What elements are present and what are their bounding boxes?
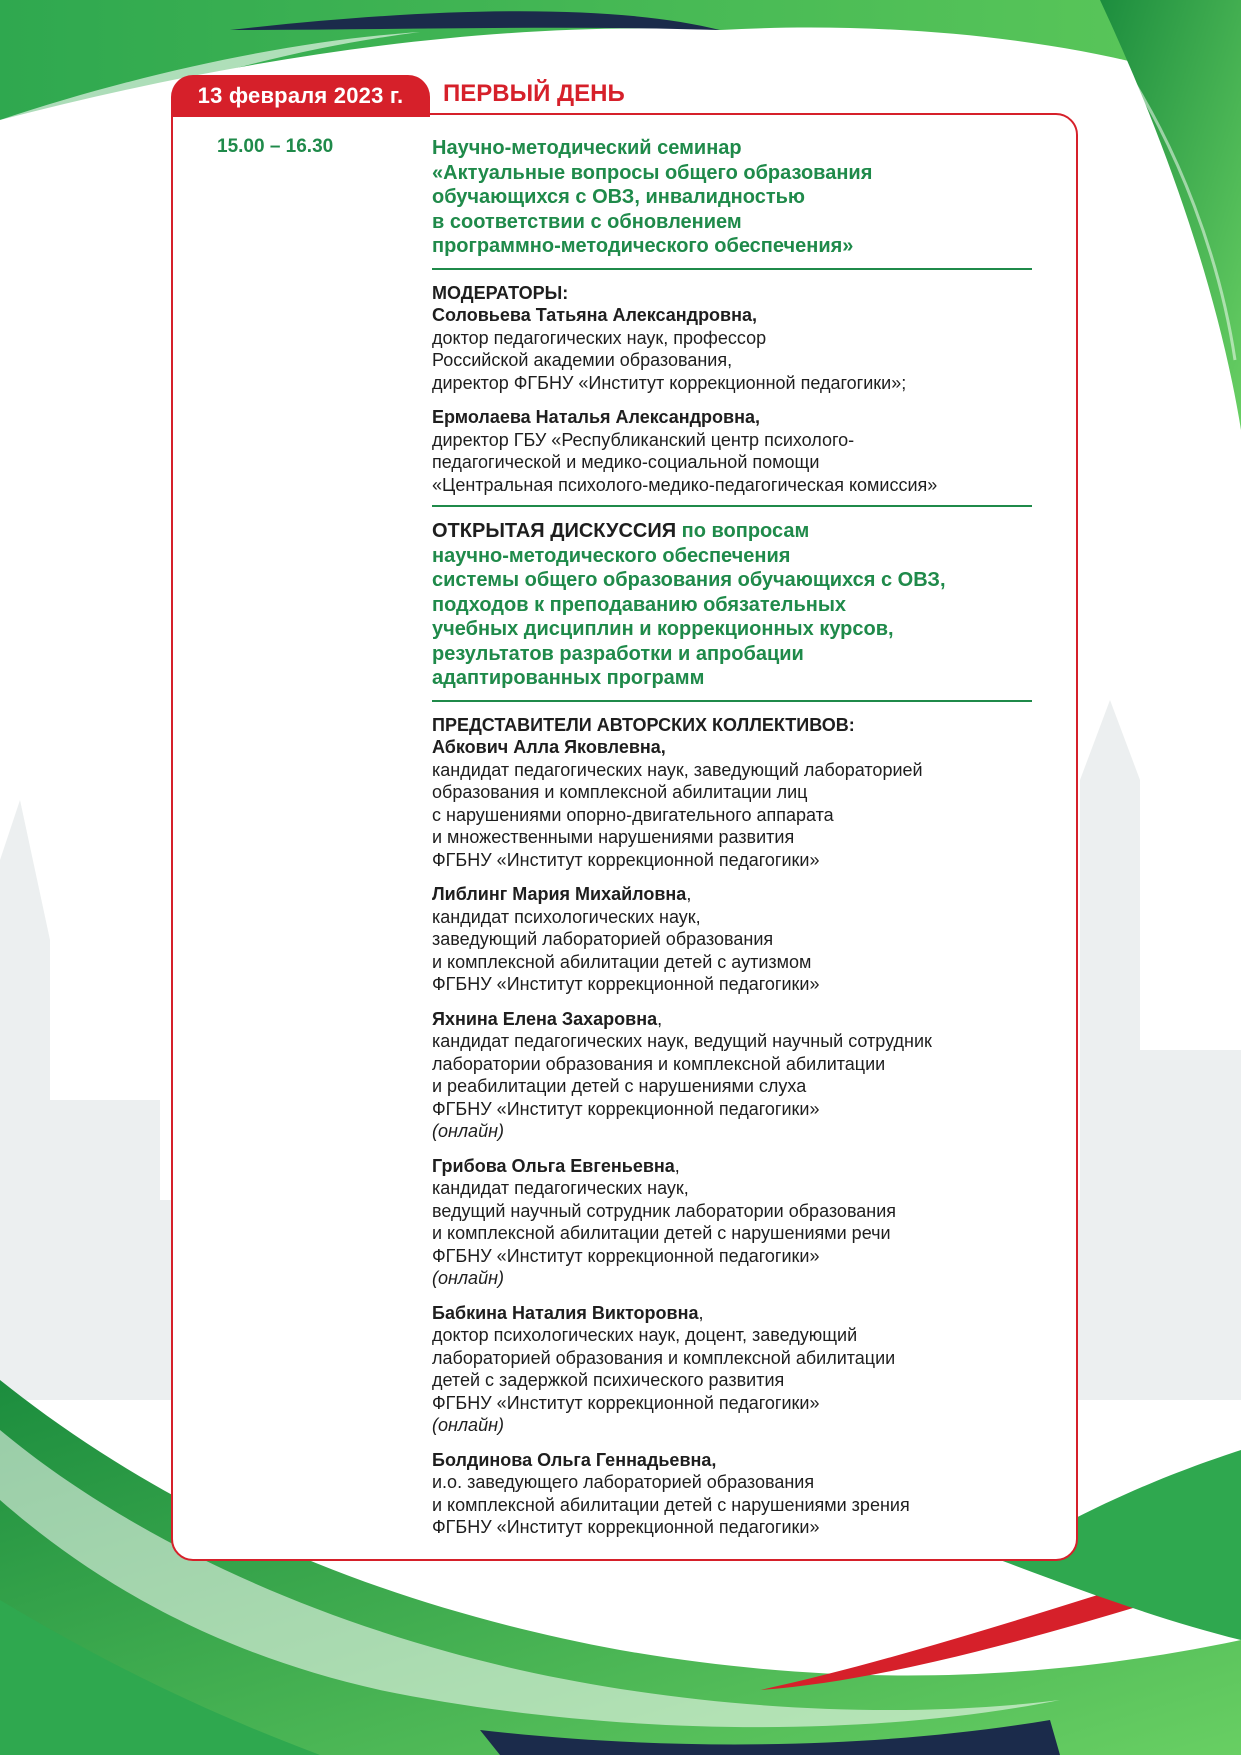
divider bbox=[432, 268, 1032, 270]
author: Грибова Ольга Евгеньевна, кандидат педагогических наук, ведущий научный сотрудник лаборатории образования и комплексной абилитации детей с нарушениями речи ФГБНУ «Институт коррекционной педагогики» (онлайн) bbox=[432, 1155, 1052, 1290]
person-name: Болдинова Ольга Геннадьевна, bbox=[432, 1449, 717, 1470]
person-name: Абкович Алла Яковлевна, bbox=[432, 737, 666, 757]
date-label: 13 февраля 2023 г. bbox=[197, 83, 404, 108]
person-name: Бабкина Наталия Викторовна bbox=[432, 1302, 699, 1323]
author: Болдинова Ольга Геннадьевна, и.о. заведующего лабораторией образования и комплексной абилитации детей с нарушениями зрения ФГБНУ «Институт коррекционной педагогики» bbox=[432, 1449, 910, 1537]
online-note: (онлайн) bbox=[432, 1415, 504, 1435]
authors-section bbox=[432, 714, 1052, 1539]
session-title: Научно-методический семинар «Актуальные вопросы общего образования обучающихся с ОВЗ, инвалидностью в соответствии с обновлением программно-методического обеспечения» bbox=[432, 137, 873, 257]
person-name: Ермолаева Наталья Александровна, bbox=[432, 407, 760, 427]
divider bbox=[432, 505, 1032, 507]
moderator: Соловьева Татьяна Александровна, доктор педагогических наук, профессор Российской академии образования, директор ФГБНУ «Институт коррекционной педагогики»; bbox=[432, 304, 1052, 394]
author: Яхнина Елена Захаровна, кандидат педагогических наук, ведущий научный сотрудник лаборатории образования и комплексной абилитации и реабилитации детей с нарушениями слуха ФГБНУ «Институт коррекционной педагогики» (онлайн) bbox=[432, 1008, 1052, 1143]
person-name: Яхнина Елена Захаровна bbox=[432, 1008, 658, 1029]
date-tab bbox=[171, 75, 430, 117]
online-note: (онлайн) bbox=[432, 1121, 504, 1141]
discussion-section: ОТКРЫТАЯ ДИСКУССИЯ по вопросам научно-методического обеспечения системы общего образования обучающихся с ОВЗ, подходов к преподаванию обязательных учебных дисциплин и коррекционных курсов, результатов разработки и апробации адаптированных программ bbox=[432, 520, 946, 689]
session-time: 15.00 – 16.30 bbox=[217, 136, 334, 157]
author: Абкович Алла Яковлевна, кандидат педагогических наук, заведующий лабораторией образования и комплексной абилитации лиц с нарушениями опорно-двигательного аппарата и множественными нарушениями развития ФГБНУ «Институт коррекционной педагогики» bbox=[432, 737, 923, 870]
session-content bbox=[432, 136, 1052, 1539]
author: Бабкина Наталия Викторовна, доктор психологических наук, доцент, заведующий лабораторией образования и комплексной абилитации детей с задержкой психического развития ФГБНУ «Институт коррекционной педагогики» (онлайн) bbox=[432, 1302, 1052, 1437]
author: Либлинг Мария Михайловна, кандидат психологических наук, заведующий лабораторией образования и комплексной абилитации детей с аутизмом ФГБНУ «Институт коррекционной педагогики» bbox=[432, 884, 820, 994]
moderator: Ермолаева Наталья Александровна, директор ГБУ «Республиканский центр психолого- педагогической и медико-социальной помощи «Центральная психолого-медико-педагогическая комиссия» bbox=[432, 406, 1052, 496]
day-label: ПЕРВЫЙ ДЕНЬ bbox=[443, 80, 625, 107]
person-name: Либлинг Мария Михайловна bbox=[432, 884, 687, 904]
online-note: (онлайн) bbox=[432, 1268, 504, 1288]
moderators-section bbox=[432, 282, 1052, 497]
person-name: Соловьева Татьяна Александровна, bbox=[432, 305, 758, 325]
authors-heading: ПРЕДСТАВИТЕЛИ АВТОРСКИХ КОЛЛЕКТИВОВ: bbox=[432, 714, 855, 735]
moderators-heading: МОДЕРАТОРЫ: bbox=[432, 282, 569, 303]
person-name: Грибова Ольга Евгеньевна bbox=[432, 1155, 675, 1176]
discussion-lead: ОТКРЫТАЯ ДИСКУССИЯ bbox=[432, 520, 677, 542]
divider bbox=[432, 700, 1032, 702]
